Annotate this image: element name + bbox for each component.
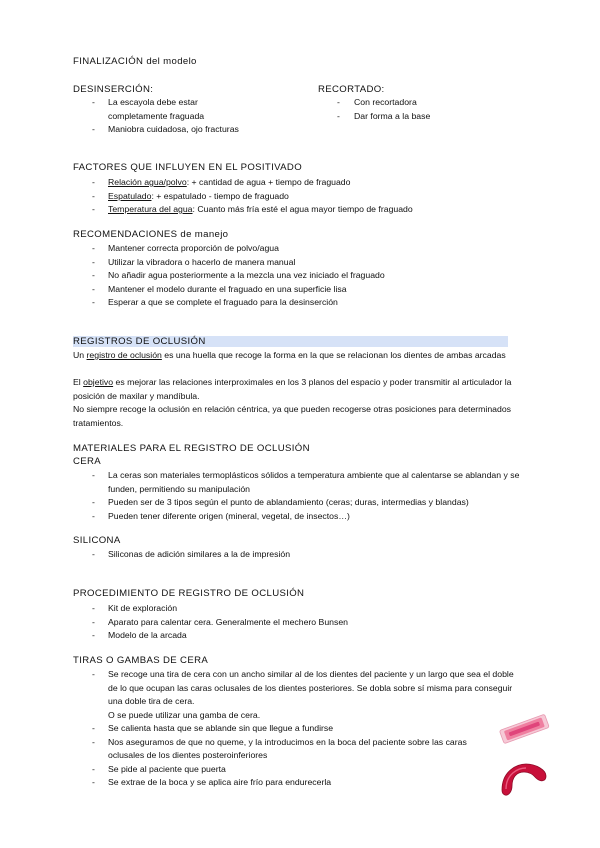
list-item: - La escayola debe estar completamente fraguada: [92, 97, 205, 121]
recomendaciones-heading: RECOMENDACIONES de manejo: [73, 229, 229, 240]
list-item: - Aparato para calentar cera. Generalmente el mechero Bunsen: [92, 616, 349, 627]
list-item: - Espatulado: + espatulado - tiempo de fraguado: [92, 190, 289, 201]
list-item: - Utilizar la vibradora o hacerlo de manera manual: [92, 256, 296, 267]
recortado-list: [335, 96, 430, 123]
finalizacion-title: FINALIZACIÓN del modelo: [73, 56, 197, 67]
list-item: - Se calienta hasta que se ablande sin que llegue a fundirse: [92, 723, 334, 733]
registros-nota: No siempre recoge la oclusión en relación céntrica, ya que pueden recogerse otras posiciones para determinados tratamientos.: [73, 404, 512, 428]
list-item: - Esperar a que se complete el fraguado para la desinserción: [92, 297, 338, 307]
desinsercion-heading: DESINSERCIÓN:: [73, 84, 154, 95]
list-item: - Temperatura del agua: Cuanto más fría esté el agua mayor tiempo de fraguado: [92, 204, 413, 214]
registros-definition: Un registro de oclusión es una huella que recoge la forma en la que se relacionan los dientes de ambas arcadas: [73, 350, 506, 360]
recortado-heading: RECORTADO:: [318, 84, 385, 95]
recomendaciones-list: [0, 242, 385, 310]
list-item: - Kit de exploración: [92, 603, 178, 613]
silicona-heading: SILICONA: [73, 535, 121, 546]
list-item: - Modelo de la arcada: [92, 630, 187, 640]
cera-heading: CERA: [73, 456, 102, 467]
list-item: - Dar forma a la base: [337, 110, 431, 121]
materiales-heading: MATERIALES PARA EL REGISTRO DE OCLUSIÓN: [73, 443, 310, 454]
factores-list: [0, 176, 413, 217]
registros-objetivo: El objetivo es mejorar las relaciones interproximales en los 3 planos del espacio y poder transmitir al articulador la posición de maxilar y mandíbula.: [73, 377, 512, 401]
list-item: - Maniobra cuidadosa, ojo fracturas: [92, 124, 239, 134]
factores-heading: FACTORES QUE INFLUYEN EN EL POSITIVADO: [73, 162, 303, 173]
list-item: - No añadir agua posteriormente a la mezcla una vez iniciado el fraguado: [92, 270, 385, 280]
silicona-list: [0, 548, 290, 562]
list-item: - Mantener correcta proporción de polvo/agua: [92, 243, 279, 253]
list-item: - Se pide al paciente que puerta: [92, 763, 226, 774]
wax-strips-image: [494, 706, 554, 750]
list-item: - Se extrae de la boca y se aplica aire frío para endurecerla: [92, 777, 332, 787]
list-item: - Mantener el modelo durante el fraguado en una superficie lisa: [92, 283, 347, 294]
procedimiento-list: [0, 602, 348, 643]
desinsercion-list: [0, 96, 239, 137]
list-item: - Con recortadora: [337, 97, 417, 107]
list-item: - Pueden ser de 3 tipos según el punto de ablandamiento (ceras; duras, intermedias y blandas): [92, 497, 469, 507]
list-item: - Pueden tener diferente origen (mineral, vegetal, de insectos…): [92, 510, 350, 521]
list-item: - Se recoge una tira de cera con un ancho similar al de los dientes del paciente y un largo que sea el doble de lo que ocupan las caras oclusales de los dientes posteriores. Se dobla sobre sí misma para conseguir una doble tira de cera. O se puede utilizar una gamba de cera.: [92, 669, 514, 720]
list-item: - La ceras son materiales termoplásticos sólidos a temperatura ambiente que al calentarse se ablandan y se funden, permitiendo su manipulación: [92, 470, 520, 494]
list-item: - Relación agua/polvo: + cantidad de agua + tiempo de fraguado: [92, 177, 351, 187]
tiras-list: [0, 668, 523, 790]
cera-list: [0, 469, 523, 523]
tiras-heading: TIRAS O GAMBAS DE CERA: [73, 655, 209, 666]
registros-heading: REGISTROS DE OCLUSIÓN: [73, 336, 508, 347]
list-item: - Siliconas de adición similares a la de impresión: [92, 549, 291, 559]
procedimiento-heading: PROCEDIMIENTO DE REGISTRO DE OCLUSIÓN: [73, 588, 305, 599]
list-item: - Nos aseguramos de que no queme, y la introducimos en la boca del paciente sobre las caras oclusales de los dientes posteroinferiores: [92, 736, 467, 760]
wax-bite-image: [496, 760, 552, 800]
